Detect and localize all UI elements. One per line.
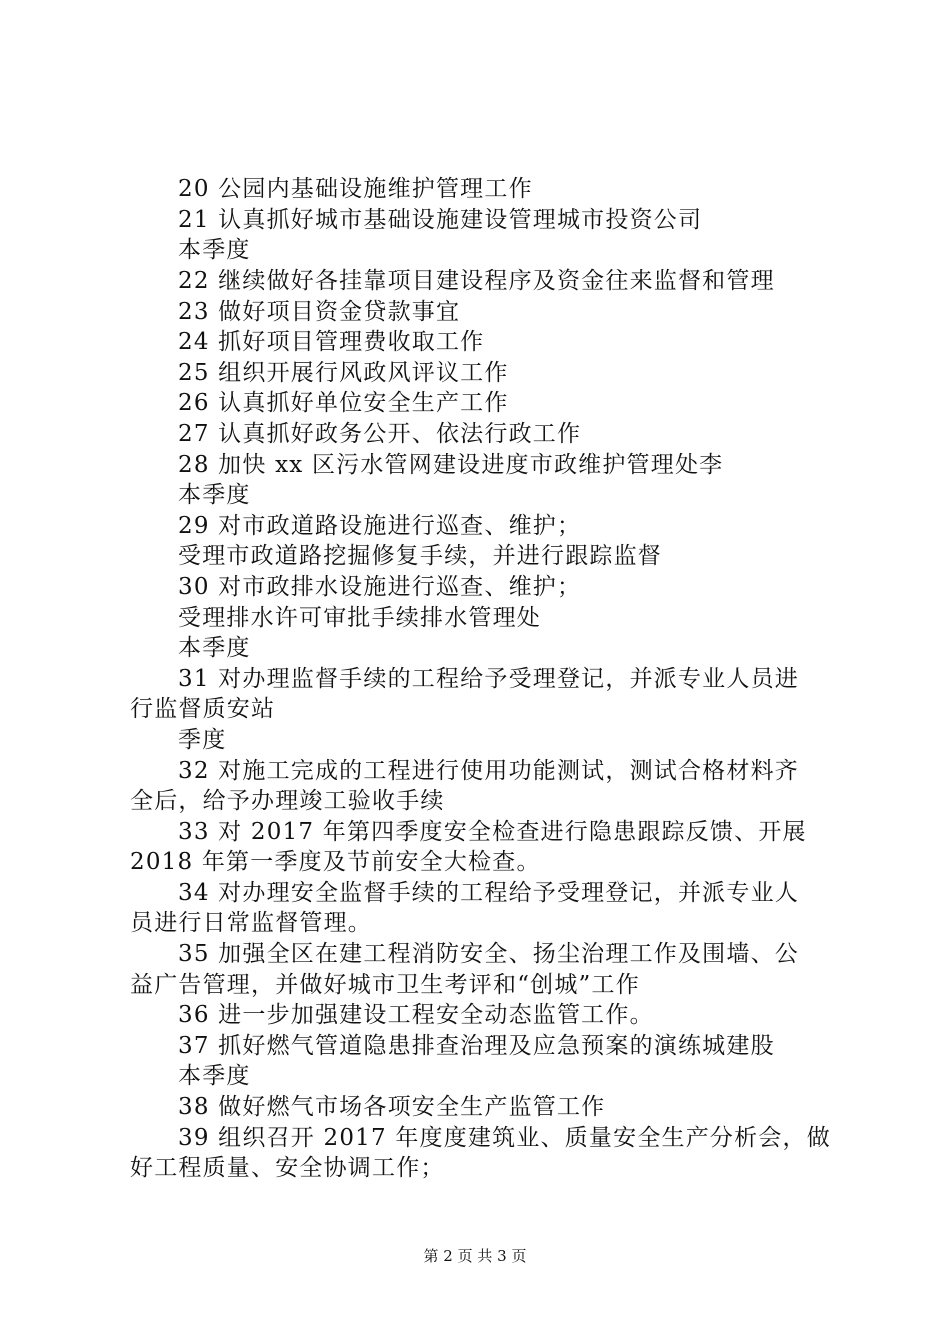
- text-line: 28 加快 xx 区污水管网建设进度市政维护管理处李: [178, 452, 724, 478]
- text-line: 益广告管理，并做好城市卫生考评和“创城”工作: [130, 972, 640, 998]
- text-line: 31 对办理监督手续的工程给予受理登记，并派专业人员进: [178, 666, 799, 692]
- text-line: 27 认真抓好政务公开、依法行政工作: [178, 421, 582, 447]
- text-line: 33 对 2017 年第四季度安全检查进行隐患跟踪反馈、开展: [178, 819, 807, 845]
- text-line: 21 认真抓好城市基础设施建设管理城市投资公司: [178, 207, 703, 233]
- text-line: 全后，给予办理竣工验收手续: [130, 788, 445, 814]
- text-line: 34 对办理安全监督手续的工程给予受理登记，并派专业人: [178, 880, 799, 906]
- text-line: 受理市政道路挖掘修复手续，并进行跟踪监督: [178, 543, 662, 569]
- text-line: 29 对市政道路设施进行巡查、维护；: [178, 513, 582, 539]
- text-line: 23 做好项目资金贷款事宜: [178, 299, 461, 325]
- text-line: 好工程质量、安全协调工作；: [130, 1155, 445, 1181]
- text-line: 38 做好燃气市场各项安全生产监管工作: [178, 1094, 606, 1120]
- text-line: 35 加强全区在建工程消防安全、扬尘治理工作及围墙、公: [178, 941, 799, 967]
- text-line: 本季度: [178, 635, 251, 661]
- text-line: 员进行日常监督管理。: [130, 910, 372, 936]
- text-line: 2018 年第一季度及节前安全大检查。: [130, 849, 541, 875]
- text-line: 22 继续做好各挂靠项目建设程序及资金往来监督和管理: [178, 268, 775, 294]
- text-line: 30 对市政排水设施进行巡查、维护；: [178, 574, 582, 600]
- page-number-footer: 第 2 页 共 3 页: [423, 1247, 527, 1265]
- text-line: 36 进一步加强建设工程安全动态监管工作。: [178, 1002, 654, 1028]
- text-line: 24 抓好项目管理费收取工作: [178, 329, 485, 355]
- text-line: 受理排水许可审批手续排水管理处: [178, 605, 541, 631]
- text-line: 39 组织召开 2017 年度度建筑业、质量安全生产分析会，做: [178, 1125, 831, 1151]
- text-line: 26 认真抓好单位安全生产工作: [178, 390, 509, 416]
- text-line: 季度: [178, 727, 227, 753]
- text-line: 行监督质安站: [130, 696, 276, 722]
- text-line: 20 公园内基础设施维护管理工作: [178, 176, 533, 202]
- text-line: 32 对施工完成的工程进行使用功能测试，测试合格材料齐: [178, 758, 799, 784]
- text-line: 本季度: [178, 237, 251, 263]
- text-line: 37 抓好燃气管道隐患排查治理及应急预案的演练城建股: [178, 1033, 775, 1059]
- text-line: 本季度: [178, 1063, 251, 1089]
- text-line: 25 组织开展行风政风评议工作: [178, 360, 509, 386]
- text-line: 本季度: [178, 482, 251, 508]
